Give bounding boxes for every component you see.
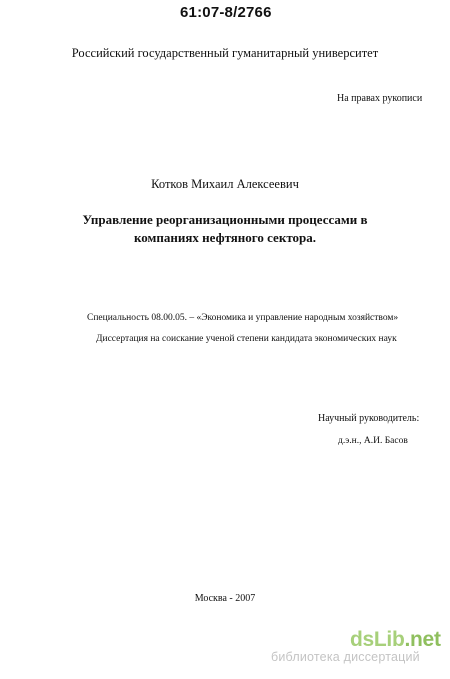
watermark-logo-part1: dsLib [350,628,405,651]
title-line-1: Управление реорганизационными процессами в [82,212,368,227]
author-name: Котков Михаил Алексеевич [151,177,299,191]
archive-code: 61:07-8/2766 [180,4,272,21]
degree-line: Диссертация на соискание ученой степени кандидата экономических наук [96,334,397,344]
city-year: Москва - 2007 [194,593,256,604]
title-line-2: компаниях нефтяного сектора. [133,230,317,245]
dissertation-title [0,211,450,247]
supervisor-label: Научный руководитель: [318,413,420,424]
specialty-line: Специальность 08.00.05. – «Экономика и управление народным хозяйством» [87,313,399,323]
watermark-tagline: библиотека диссертаций [271,650,420,664]
watermark-logo [350,628,441,652]
university-name: Российский государственный гуманитарный университет [71,46,379,60]
watermark-logo-part2: .net [404,628,441,651]
supervisor-name: д.э.н., А.И. Басов [338,436,408,446]
manuscript-rights-note: На правах рукописи [337,93,423,104]
